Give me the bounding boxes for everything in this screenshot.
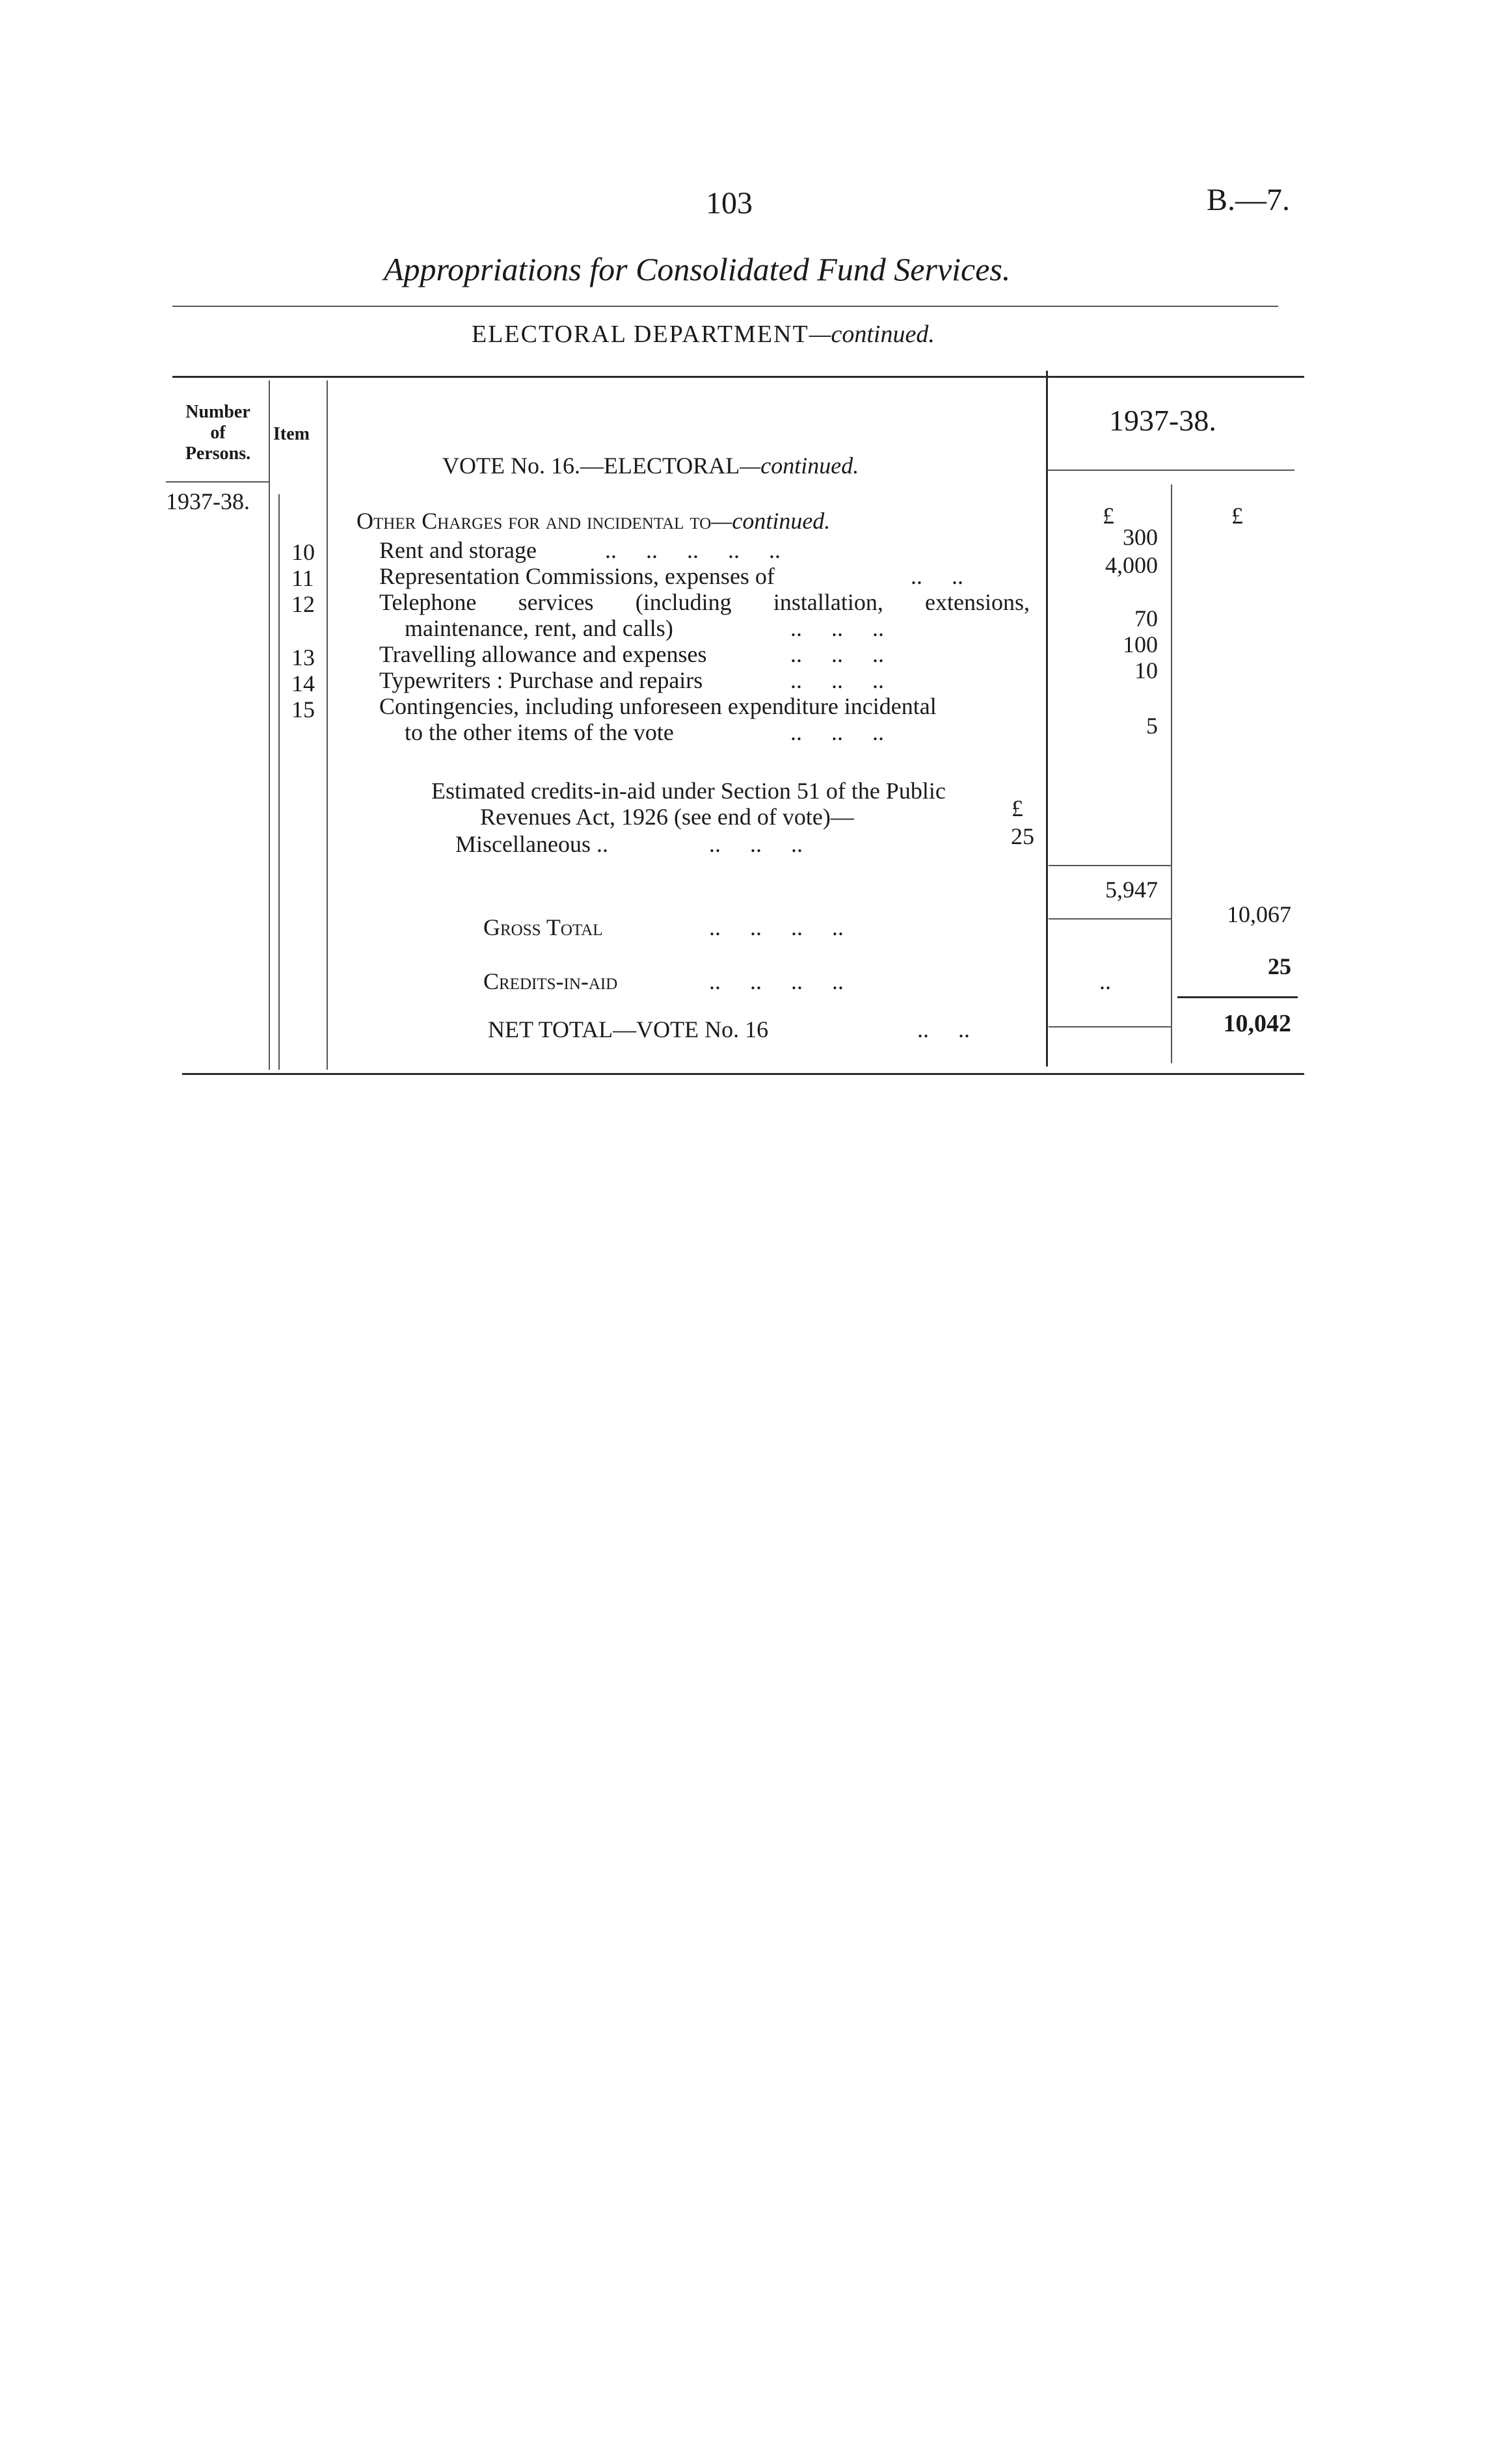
item-dots: .. .. ..	[790, 719, 884, 745]
item-dots: .. .. ..	[790, 615, 884, 641]
item-amount: 10	[1134, 657, 1158, 683]
vote-title-main: VOTE No. 16.—ELECTORAL	[442, 453, 740, 479]
item-amount: 300	[1123, 524, 1158, 550]
total-column-divider	[1171, 484, 1172, 1063]
year-header: 1937-38.	[1109, 404, 1216, 437]
net-total-left-rule	[1049, 1026, 1171, 1027]
item-amount: 70	[1134, 605, 1158, 631]
persons-header-line: Number	[185, 402, 250, 422]
persons-header	[172, 402, 263, 464]
currency-left: £	[1103, 503, 1114, 529]
subtotal-amount: 5,947	[1105, 877, 1158, 903]
table-bottom-rule	[182, 1073, 1304, 1075]
persons-column-divider	[269, 380, 270, 1070]
item-description: Typewriters : Purchase and repairs	[379, 667, 703, 693]
item-description: Telephone services (including installation, extensions,	[379, 589, 1030, 615]
item-header: Item	[273, 424, 310, 444]
item-description-continued: to the other items of the vote	[405, 719, 674, 745]
credits-note-line1: Estimated credits-in-aid under Section 51 of the Public	[431, 778, 946, 804]
item-dots: .. .. ..	[790, 667, 884, 693]
gross-total-label: Gross Total	[483, 914, 603, 940]
currency-right: £	[1231, 503, 1243, 529]
net-total-amount: 10,042	[1223, 1010, 1291, 1037]
credits-note-line2: Revenues Act, 1926 (see end of vote)—	[480, 804, 854, 830]
item-number: 14	[291, 670, 315, 696]
item-dots: .. ..	[911, 563, 963, 589]
page-number: 103	[706, 186, 753, 220]
item-description: Travelling allowance and expenses	[379, 641, 707, 667]
item-amount: 4,000	[1105, 552, 1158, 578]
credits-note-currency: £	[1011, 795, 1023, 821]
miscellaneous-label: Miscellaneous ..	[455, 831, 608, 857]
item-description: Representation Commissions, expenses of	[379, 563, 775, 589]
item-number: 10	[291, 539, 315, 565]
amount-column-divider	[1046, 371, 1048, 1066]
item-column-divider	[327, 380, 328, 1070]
item-number: 13	[291, 644, 315, 670]
page-title: Appropriations for Consolidated Fund Services.	[384, 251, 1011, 287]
item-number: 15	[291, 696, 315, 722]
gross-total-dots: .. .. .. ..	[709, 914, 844, 940]
vote-title-suffix: —continued.	[740, 453, 859, 479]
item-amount: 100	[1123, 631, 1158, 657]
credits-in-aid-amount: 25	[1268, 953, 1291, 979]
miscellaneous-amount: 25	[1011, 823, 1034, 849]
persons-header-rule	[166, 481, 270, 483]
table-top-rule	[172, 376, 1304, 378]
item-description-continued: maintenance, rent, and calls)	[405, 615, 673, 641]
subtotal-top-rule	[1049, 865, 1171, 866]
item-dots: .. .. .. .. ..	[605, 537, 781, 563]
item-column-divider-left	[278, 494, 280, 1070]
department-heading	[472, 320, 935, 349]
net-total-label: NET TOTAL—VOTE No. 16	[488, 1016, 769, 1042]
vote-title	[442, 452, 859, 479]
item-amount: 5	[1146, 713, 1158, 739]
item-description: Contingencies, including unforeseen expenditure incidental	[379, 693, 937, 719]
subtotal-bottom-rule	[1049, 918, 1171, 920]
item-dots: .. .. ..	[790, 641, 884, 667]
credits-in-aid-dots: .. .. .. ..	[709, 968, 844, 994]
section-heading	[356, 507, 830, 535]
item-description: Rent and storage	[379, 537, 537, 563]
net-total-top-rule	[1177, 996, 1298, 998]
gross-total-amount: 10,067	[1227, 901, 1291, 927]
section-heading-suffix: —continued.	[711, 508, 831, 534]
department-suffix: —continued.	[809, 321, 935, 348]
credits-in-aid-label: Credits-in-aid	[483, 968, 618, 994]
item-number: 11	[291, 565, 314, 591]
persons-year: 1937-38.	[166, 488, 250, 514]
credits-in-aid-left: ..	[1099, 968, 1111, 994]
title-rule	[172, 306, 1278, 307]
year-header-rule	[1047, 470, 1294, 471]
persons-header-line: of	[210, 423, 226, 443]
department-name: ELECTORAL DEPARTMENT	[472, 321, 809, 348]
document-code: B.—7.	[1207, 183, 1291, 217]
persons-header-line: Persons.	[185, 444, 251, 464]
item-number: 12	[291, 591, 315, 617]
miscellaneous-dots: .. .. ..	[709, 831, 803, 857]
section-heading-main: Other Charges for and incidental to	[356, 508, 712, 534]
net-total-dots: .. ..	[917, 1016, 970, 1042]
